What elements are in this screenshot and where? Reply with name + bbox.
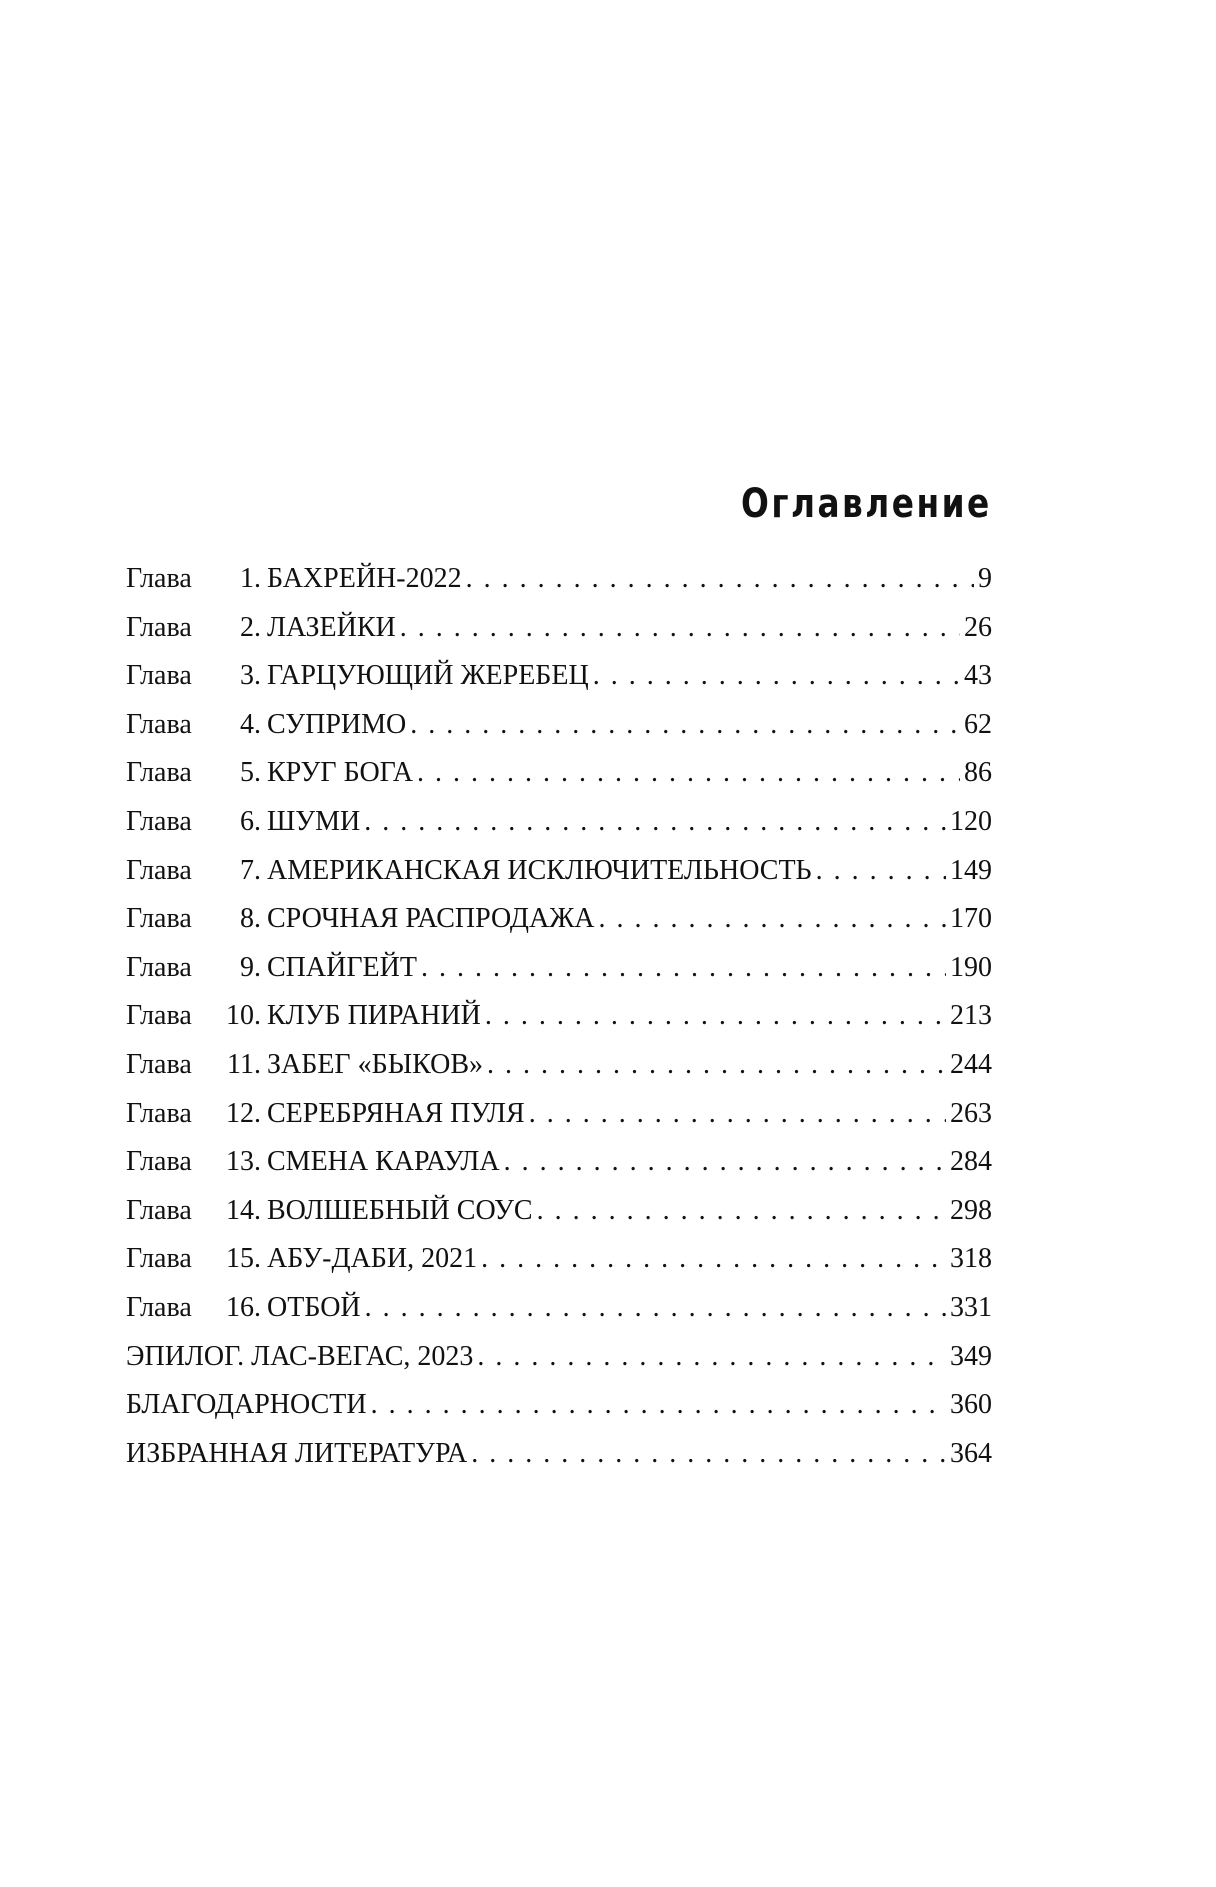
chapter-prefix: Глава <box>126 1146 192 1178</box>
page-number: 86 <box>964 757 992 789</box>
dot-leader <box>400 612 960 644</box>
chapter-prefix: Глава <box>126 805 192 837</box>
chapter-title: СЕРЕБРЯНАЯ ПУЛЯ <box>267 1097 525 1129</box>
chapter-title: ЗАБЕГ «БЫКОВ» <box>267 1048 483 1080</box>
chapter-number: 11. <box>227 1048 261 1080</box>
chapter-number: 1. <box>240 563 261 594</box>
chapter-title: АМЕРИКАНСКАЯ ИСКЛЮЧИТЕЛЬНОСТЬ <box>267 854 812 886</box>
dot-leader <box>485 1000 946 1032</box>
back-matter-title: ИЗБРАННАЯ ЛИТЕРАТУРА <box>126 1437 468 1469</box>
toc-entry-label <box>126 1098 525 1130</box>
chapter-title: ГАРЦУЮЩИЙ ЖЕРЕБЕЦ <box>267 660 589 692</box>
chapter-prefix: Глава <box>126 757 192 789</box>
page-number: 331 <box>950 1291 992 1323</box>
chapter-number: 2. <box>240 611 261 643</box>
toc-entry-chapter-5 <box>126 757 992 806</box>
toc-entry-label <box>126 1195 533 1227</box>
toc-entry-label <box>126 1438 467 1470</box>
chapter-prefix: Глава <box>126 611 192 643</box>
dot-leader <box>410 709 960 741</box>
toc-entry-chapter-14 <box>126 1195 992 1244</box>
toc-entry-label <box>126 1049 483 1081</box>
chapter-number: 3. <box>240 660 261 692</box>
page-number: 318 <box>950 1243 992 1275</box>
chapter-prefix: Глава <box>126 951 192 983</box>
dot-leader <box>599 903 946 935</box>
toc-entry-label <box>126 612 396 644</box>
chapter-number: 4. <box>240 708 261 740</box>
page-number: 263 <box>950 1097 992 1129</box>
toc-entry-epilogue <box>126 1341 992 1390</box>
toc-entry-label <box>126 855 812 887</box>
toc-entry-acknowledgements <box>126 1389 992 1438</box>
toc-entry-label <box>126 757 413 789</box>
toc-entry-label <box>126 1389 367 1421</box>
chapter-prefix: Глава <box>126 1048 192 1080</box>
chapter-prefix: Глава <box>126 1000 192 1032</box>
chapter-title: КРУГ БОГА <box>267 757 414 789</box>
chapter-prefix: Глава <box>126 854 192 886</box>
toc-entry-chapter-7 <box>126 855 992 904</box>
chapter-prefix: Глава <box>126 563 192 594</box>
toc-entry-label <box>126 1292 361 1324</box>
toc-entry-chapter-3 <box>126 660 992 709</box>
page-number: 364 <box>950 1437 992 1469</box>
chapter-prefix: Глава <box>126 1243 192 1275</box>
chapter-number: 12. <box>226 1097 261 1129</box>
dot-leader <box>371 1389 946 1421</box>
chapter-number: 8. <box>240 903 261 935</box>
chapter-prefix: Глава <box>126 708 192 740</box>
chapter-prefix: Глава <box>126 1194 192 1226</box>
toc-entry-chapter-13 <box>126 1146 992 1195</box>
chapter-title: СУПРИМО <box>267 708 407 740</box>
page-number: 360 <box>950 1389 992 1421</box>
chapter-title: ШУМИ <box>267 805 361 837</box>
chapter-prefix: Глава <box>126 660 192 692</box>
back-matter-title: БЛАГОДАРНОСТИ <box>126 1389 367 1421</box>
chapter-title: СМЕНА КАРАУЛА <box>267 1146 500 1178</box>
chapter-title: ОТБОЙ <box>267 1291 361 1323</box>
toc-entry-chapter-1 <box>126 563 992 612</box>
chapter-number: 9. <box>240 951 261 983</box>
toc-entry-label <box>126 1146 500 1178</box>
chapter-prefix: Глава <box>126 1291 192 1323</box>
page-number: 213 <box>950 1000 992 1032</box>
toc-entry-label <box>126 563 462 595</box>
toc-entry-chapter-11 <box>126 1049 992 1098</box>
dot-leader <box>364 806 946 838</box>
toc-entry-chapter-9 <box>126 952 992 1001</box>
chapter-number: 14. <box>226 1194 261 1226</box>
dot-leader <box>537 1195 946 1227</box>
toc-entry-label <box>126 903 595 935</box>
dot-leader <box>487 1049 946 1081</box>
chapter-number: 10. <box>226 1000 261 1032</box>
chapter-number: 7. <box>240 854 261 886</box>
toc-entry-chapter-16 <box>126 1292 992 1341</box>
toc-entry-chapter-4 <box>126 709 992 758</box>
chapter-number: 6. <box>240 805 261 837</box>
page-number: 9 <box>978 563 992 594</box>
chapter-number: 13. <box>226 1146 261 1178</box>
toc-entry-label <box>126 660 589 692</box>
chapter-title: АБУ-ДАБИ, 2021 <box>267 1243 478 1275</box>
dot-leader <box>365 1292 946 1324</box>
dot-leader <box>529 1098 946 1130</box>
dot-leader <box>421 952 946 984</box>
dot-leader <box>417 757 960 789</box>
toc-entry-label <box>126 952 417 984</box>
toc-entry-label <box>126 806 360 838</box>
chapter-number: 16. <box>226 1291 261 1323</box>
page-number: 170 <box>950 903 992 935</box>
page-number: 244 <box>950 1048 992 1080</box>
page-number: 298 <box>950 1194 992 1226</box>
toc-title: Оглавление <box>741 481 992 527</box>
toc-list <box>126 563 992 1486</box>
page-number: 349 <box>950 1340 992 1372</box>
chapter-prefix: Глава <box>126 903 192 935</box>
chapter-prefix: Глава <box>126 1097 192 1129</box>
dot-leader <box>593 660 960 692</box>
dot-leader <box>481 1243 946 1275</box>
chapter-title: ВОЛШЕБНЫЙ СОУС <box>267 1194 533 1226</box>
page-number: 43 <box>964 660 992 692</box>
toc-entry-chapter-10 <box>126 1000 992 1049</box>
toc-entry-chapter-2 <box>126 612 992 661</box>
chapter-number: 15. <box>226 1243 261 1275</box>
page-number: 149 <box>950 854 992 886</box>
page-number: 120 <box>950 805 992 837</box>
toc-entry-chapter-15 <box>126 1243 992 1292</box>
toc-entry-bibliography <box>126 1438 992 1487</box>
toc-entry-label <box>126 1000 481 1032</box>
chapter-title: ЛАЗЕЙКИ <box>267 611 396 643</box>
chapter-title: КЛУБ ПИРАНИЙ <box>267 1000 481 1032</box>
chapter-title: СРОЧНАЯ РАСПРОДАЖА <box>267 903 595 935</box>
page-number: 62 <box>964 708 992 740</box>
chapter-title: СПАЙГЕЙТ <box>267 951 417 983</box>
toc-entry-label <box>126 1243 477 1275</box>
chapter-title: БАХРЕЙН-2022 <box>267 563 462 594</box>
toc-entry-chapter-6 <box>126 806 992 855</box>
toc-entry-label <box>126 709 406 741</box>
dot-leader <box>477 1341 946 1373</box>
back-matter-title: ЭПИЛОГ. ЛАС-ВЕГАС, 2023 <box>126 1340 474 1372</box>
dot-leader <box>466 563 974 595</box>
dot-leader <box>471 1438 946 1470</box>
page-number: 190 <box>950 951 992 983</box>
chapter-number: 5. <box>240 757 261 789</box>
page-number: 26 <box>964 611 992 643</box>
dot-leader <box>504 1146 946 1178</box>
page-number: 284 <box>950 1146 992 1178</box>
toc-entry-label <box>126 1341 473 1373</box>
toc-entry-chapter-12 <box>126 1098 992 1147</box>
dot-leader <box>816 855 946 887</box>
toc-entry-chapter-8 <box>126 903 992 952</box>
